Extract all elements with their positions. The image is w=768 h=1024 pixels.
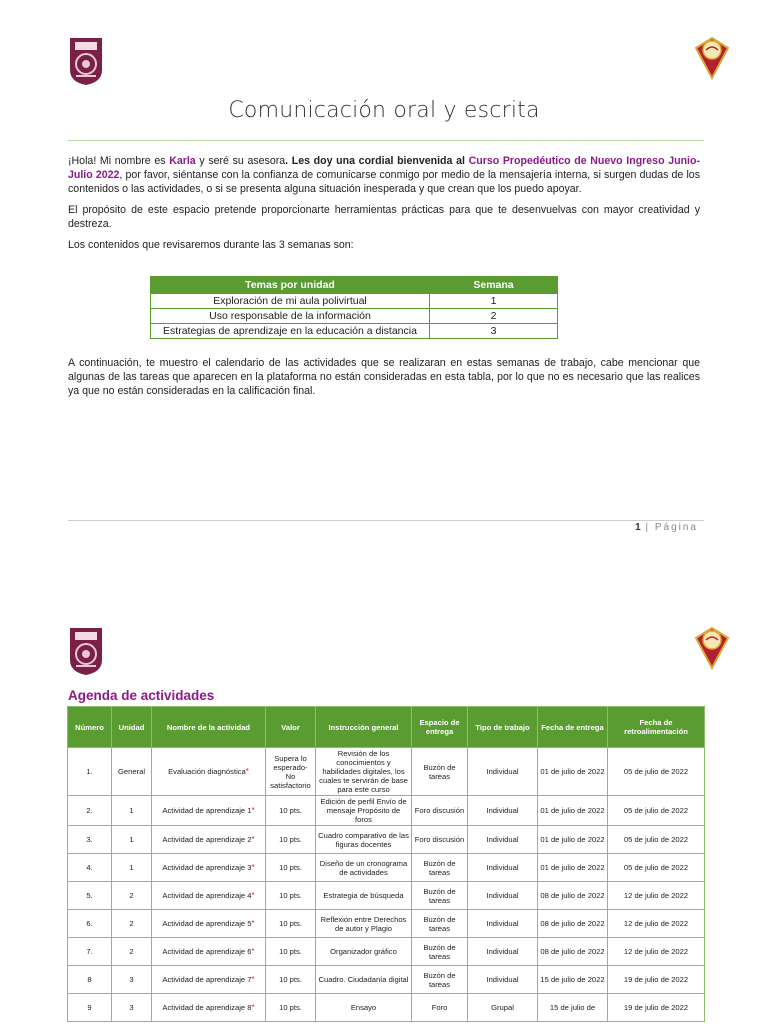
row-type-text: Individual	[486, 947, 519, 956]
row-activity-name-text: Actividad de aprendizaje 1	[162, 806, 252, 815]
header-value: Valor	[266, 707, 316, 748]
row-activity-name	[152, 796, 266, 826]
row-value	[266, 910, 316, 938]
row-due-date	[538, 826, 608, 854]
row-value-text: Supera lo esperado- No satisfactorio	[270, 753, 311, 790]
row-unit	[112, 966, 152, 994]
row-space-text: Buzón de tareas	[423, 914, 456, 933]
row-type	[468, 748, 538, 796]
row-type-text: Individual	[486, 975, 519, 984]
row-number-text: 2.	[86, 806, 93, 815]
row-value	[266, 796, 316, 826]
agenda-table	[67, 706, 705, 1022]
row-type-text: Individual	[486, 919, 519, 928]
purpose-paragraph: El propósito de este espacio pretende proporcionarte herramientas prácticas para que te desenvuelvas con mayor creatividad y destreza.	[68, 204, 700, 230]
row-unit-text: 2	[129, 919, 134, 928]
row-feedback-date-text: 19 de julio de 2022	[623, 975, 689, 984]
row-instruction-text: Reflexión entre Derechos de autor y Plagio	[320, 914, 407, 933]
row-space	[412, 748, 468, 796]
row-instruction	[316, 796, 412, 826]
row-type-text: Individual	[486, 863, 519, 872]
row-space	[412, 882, 468, 910]
header-type: Tipo de trabajo	[468, 707, 538, 748]
row-feedback-date	[608, 910, 705, 938]
row-activity-name-text: Actividad de aprendizaje 4	[162, 891, 252, 900]
required-star: *	[251, 863, 255, 872]
row-unit	[112, 938, 152, 966]
row-unit-text: 1	[129, 835, 134, 844]
row-type	[468, 854, 538, 882]
table-row	[68, 748, 705, 796]
table-row	[68, 966, 705, 994]
row-space-text: Buzón de tareas	[423, 762, 456, 781]
row-number	[68, 826, 112, 854]
row-due-date	[538, 796, 608, 826]
row-type	[468, 994, 538, 1022]
row-space-text: Foro	[431, 1003, 448, 1012]
row-instruction	[316, 882, 412, 910]
row-space	[412, 966, 468, 994]
row-instruction	[316, 966, 412, 994]
table-row	[68, 994, 705, 1022]
row-value-text: 10 pts.	[279, 975, 302, 984]
row-type-text: Individual	[486, 891, 519, 900]
row-activity-name	[152, 938, 266, 966]
topics-header-topic: Temas por unidad	[151, 277, 430, 294]
row-due-date	[538, 882, 608, 910]
row-due-date	[538, 748, 608, 796]
header-feedback-date: Fecha de retroalimentación	[608, 707, 705, 748]
row-unit-text: 3	[129, 1003, 134, 1012]
row-number-text: 7.	[86, 947, 93, 956]
page-number-label: Página	[654, 522, 698, 533]
row-activity-name	[152, 882, 266, 910]
row-unit	[112, 882, 152, 910]
title-divider	[68, 140, 704, 141]
row-instruction-text: Diseño de un cronograma de actividades	[319, 858, 408, 877]
footer-divider	[68, 520, 704, 521]
page-number-separator: |	[640, 522, 655, 533]
row-space-text: Buzón de tareas	[423, 970, 456, 989]
row-due-date-text: 01 de julio de 2022	[540, 767, 605, 776]
row-instruction-text: Cuadro. Ciudadanía digital	[318, 975, 409, 984]
row-feedback-date	[608, 994, 705, 1022]
table-row	[68, 882, 705, 910]
row-feedback-date	[608, 882, 705, 910]
row-value-text: 10 pts.	[279, 863, 302, 872]
row-instruction-text: Ensayo	[350, 1003, 377, 1012]
row-unit-text: 2	[129, 947, 134, 956]
week-cell: 1	[430, 294, 558, 309]
row-type	[468, 938, 538, 966]
topic-cell: Uso responsable de la información	[151, 309, 430, 324]
required-star: *	[251, 975, 255, 984]
row-due-date-text: 08 de julio de 2022	[540, 891, 605, 900]
row-number-text: 8	[87, 975, 92, 984]
row-activity-name	[152, 994, 266, 1022]
row-due-date-text: 01 de julio de 2022	[540, 835, 605, 844]
row-due-date	[538, 910, 608, 938]
row-activity-name-text: Actividad de aprendizaje 7	[162, 975, 252, 984]
topic-cell: Estrategias de aprendizaje en la educación a distancia	[151, 324, 430, 339]
header-instruction: Instrucción general	[316, 707, 412, 748]
row-due-date-text: 01 de julio de 2022	[540, 806, 605, 815]
row-instruction-text: Revisión de los conocimientos y habilidades digitales, los cuales te servirán de base para este curso	[319, 749, 408, 794]
row-activity-name	[152, 826, 266, 854]
required-star: *	[251, 947, 255, 956]
row-unit-text: 1	[129, 806, 134, 815]
row-value	[266, 826, 316, 854]
row-instruction	[316, 826, 412, 854]
row-number	[68, 854, 112, 882]
calendar-note: A continuación, te muestro el calendario de las actividades que se realizaran en estas semanas de trabajo, cabe mencionar que algunas de las tareas que aparecen en la plataforma no están consideradas en esta tabla, por lo que no es necesario que las realices ya que no están consideradas en la calificación final.	[68, 357, 700, 397]
topic-cell: Exploración de mi aula polivirtual	[151, 294, 430, 309]
row-type-text: Individual	[486, 835, 519, 844]
row-unit-text: 1	[129, 863, 134, 872]
row-activity-name-text: Actividad de aprendizaje 2	[162, 835, 252, 844]
row-due-date	[538, 966, 608, 994]
row-unit	[112, 826, 152, 854]
esc-shield-logo	[694, 36, 730, 80]
row-feedback-date	[608, 966, 705, 994]
row-activity-name-text: Actividad de aprendizaje 5	[162, 919, 252, 928]
row-due-date-text: 08 de julio de 2022	[540, 947, 605, 956]
intro-text-b: y seré su asesora	[195, 155, 286, 167]
header-due-date: Fecha de entrega	[538, 707, 608, 748]
row-value-text: 10 pts.	[279, 947, 302, 956]
intro-paragraph	[68, 154, 700, 196]
row-due-date-text: 01 de julio de 2022	[540, 863, 605, 872]
row-type-text: Individual	[486, 767, 519, 776]
agenda-title: Agenda de actividades	[68, 688, 215, 703]
row-feedback-date	[608, 854, 705, 882]
row-type	[468, 796, 538, 826]
row-number	[68, 994, 112, 1022]
required-star: *	[251, 1003, 255, 1012]
required-star: *	[251, 919, 255, 928]
contents-intro: Los contenidos que revisaremos durante las 3 semanas son:	[68, 239, 354, 251]
row-activity-name	[152, 966, 266, 994]
page-number	[635, 522, 698, 533]
row-unit	[112, 854, 152, 882]
row-number-text: 6.	[86, 919, 93, 928]
required-star: *	[251, 835, 255, 844]
row-value	[266, 882, 316, 910]
row-unit-text: General	[117, 767, 146, 776]
topics-header-week: Semana	[430, 277, 558, 294]
week-cell: 3	[430, 324, 558, 339]
esc-shield-logo	[694, 626, 730, 670]
row-feedback-date-text: 05 de julio de 2022	[623, 835, 689, 844]
row-feedback-date-text: 05 de julio de 2022	[623, 863, 689, 872]
row-activity-name	[152, 748, 266, 796]
row-activity-name-text: Actividad de aprendizaje 3	[162, 863, 252, 872]
row-feedback-date	[608, 938, 705, 966]
row-type	[468, 966, 538, 994]
row-type-text: Individual	[486, 806, 519, 815]
row-activity-name-text: Evaluación diagnóstica	[168, 767, 246, 776]
row-value	[266, 748, 316, 796]
row-instruction	[316, 748, 412, 796]
row-feedback-date-text: 19 de julio de 2022	[623, 1003, 689, 1012]
row-instruction	[316, 938, 412, 966]
row-instruction-text: Organizador gráfico	[330, 947, 397, 956]
row-unit-text: 3	[129, 975, 134, 984]
table-row	[68, 938, 705, 966]
row-space-text: Foro discusión	[414, 835, 465, 844]
row-value	[266, 994, 316, 1022]
table-row	[68, 910, 705, 938]
row-feedback-date	[608, 796, 705, 826]
row-space	[412, 994, 468, 1022]
header-space: Espacio de entrega	[412, 707, 468, 748]
required-star: *	[245, 767, 249, 776]
row-feedback-date	[608, 826, 705, 854]
row-value	[266, 966, 316, 994]
required-star: *	[251, 806, 255, 815]
row-space	[412, 938, 468, 966]
page-number-value: 1	[635, 522, 641, 533]
row-value-text: 10 pts.	[279, 919, 302, 928]
row-activity-name-text: Actividad de aprendizaje 8	[162, 1003, 252, 1012]
row-unit-text: 2	[129, 891, 134, 900]
row-instruction-text: Estrategia de búsqueda	[323, 891, 404, 900]
row-value-text: 10 pts.	[279, 835, 302, 844]
row-space-text: Buzón de tareas	[423, 886, 456, 905]
row-instruction-text: Edición de perfil Envío de mensaje Propósito de foros	[320, 797, 407, 824]
row-instruction	[316, 910, 412, 938]
row-value-text: 10 pts.	[279, 1003, 302, 1012]
row-number-text: 5.	[86, 891, 93, 900]
table-row	[68, 854, 705, 882]
required-star: *	[251, 891, 255, 900]
row-feedback-date-text: 12 de julio de 2022	[623, 919, 689, 928]
row-space	[412, 854, 468, 882]
row-type	[468, 910, 538, 938]
week-cell: 2	[430, 309, 558, 324]
row-unit	[112, 796, 152, 826]
row-number	[68, 796, 112, 826]
row-feedback-date	[608, 748, 705, 796]
row-value	[266, 938, 316, 966]
row-feedback-date-text: 05 de julio de 2022	[623, 767, 689, 776]
row-number	[68, 966, 112, 994]
row-space-text: Buzón de tareas	[423, 858, 456, 877]
table-row	[151, 294, 558, 309]
table-row	[68, 826, 705, 854]
row-activity-name-text: Actividad de aprendizaje 6	[162, 947, 252, 956]
table-row	[68, 796, 705, 826]
row-activity-name	[152, 854, 266, 882]
row-due-date-text: 15 de julio de	[549, 1003, 596, 1012]
intro-text-c: . Les doy una cordial bienvenida al	[285, 155, 469, 167]
topics-header-row	[151, 277, 558, 294]
row-unit	[112, 748, 152, 796]
course-name: Curso Propedéutico de Nuevo Ingreso Junio-Julio 2022	[68, 155, 700, 181]
advisor-name: Karla	[169, 155, 196, 167]
row-value-text: 10 pts.	[279, 891, 302, 900]
row-number-text: 9	[87, 1003, 92, 1012]
row-type-text: Grupal	[491, 1003, 514, 1012]
row-space-text: Buzón de tareas	[423, 942, 456, 961]
row-instruction	[316, 854, 412, 882]
header-number: Número	[68, 707, 112, 748]
ipn-logo	[66, 36, 106, 86]
header-activity-name: Nombre de la actividad	[152, 707, 266, 748]
row-feedback-date-text: 12 de julio de 2022	[623, 947, 689, 956]
row-number-text: 4.	[86, 863, 93, 872]
row-type	[468, 826, 538, 854]
intro-text-a: ¡Hola! Mi nombre es	[68, 155, 170, 167]
row-space	[412, 796, 468, 826]
intro-text-d: , por favor, siéntanse con la confianza de comunicarse conmigo por medio de la mensajería interna, si surgen dudas de los contenidos o las actividades, o si se presenta alguna situación inesperada y que crean que los puedo apoyar.	[68, 169, 700, 195]
row-activity-name	[152, 910, 266, 938]
row-number	[68, 882, 112, 910]
row-due-date-text: 15 de julio de 2022	[540, 975, 605, 984]
agenda-header-row	[68, 707, 705, 748]
row-due-date	[538, 938, 608, 966]
row-space	[412, 826, 468, 854]
ipn-logo	[66, 626, 106, 676]
row-number	[68, 938, 112, 966]
row-number	[68, 910, 112, 938]
row-number-text: 3.	[86, 835, 93, 844]
row-space-text: Foro discusión	[414, 806, 465, 815]
row-type	[468, 882, 538, 910]
row-due-date	[538, 994, 608, 1022]
row-space	[412, 910, 468, 938]
row-unit	[112, 994, 152, 1022]
row-due-date	[538, 854, 608, 882]
row-value-text: 10 pts.	[279, 806, 302, 815]
page-title: Comunicación oral y escrita	[228, 98, 540, 123]
page-2	[0, 560, 768, 1024]
topics-table	[150, 276, 558, 339]
row-number-text: 1.	[86, 767, 93, 776]
row-feedback-date-text: 12 de julio de 2022	[623, 891, 689, 900]
row-value	[266, 854, 316, 882]
row-number	[68, 748, 112, 796]
row-unit	[112, 910, 152, 938]
row-due-date-text: 08 de julio de 2022	[540, 919, 605, 928]
row-instruction-text: Cuadro comparativo de las figuras docentes	[318, 830, 409, 849]
row-instruction	[316, 994, 412, 1022]
table-row	[151, 324, 558, 339]
header-unit: Unidad	[112, 707, 152, 748]
table-row	[151, 309, 558, 324]
row-feedback-date-text: 05 de julio de 2022	[623, 806, 689, 815]
